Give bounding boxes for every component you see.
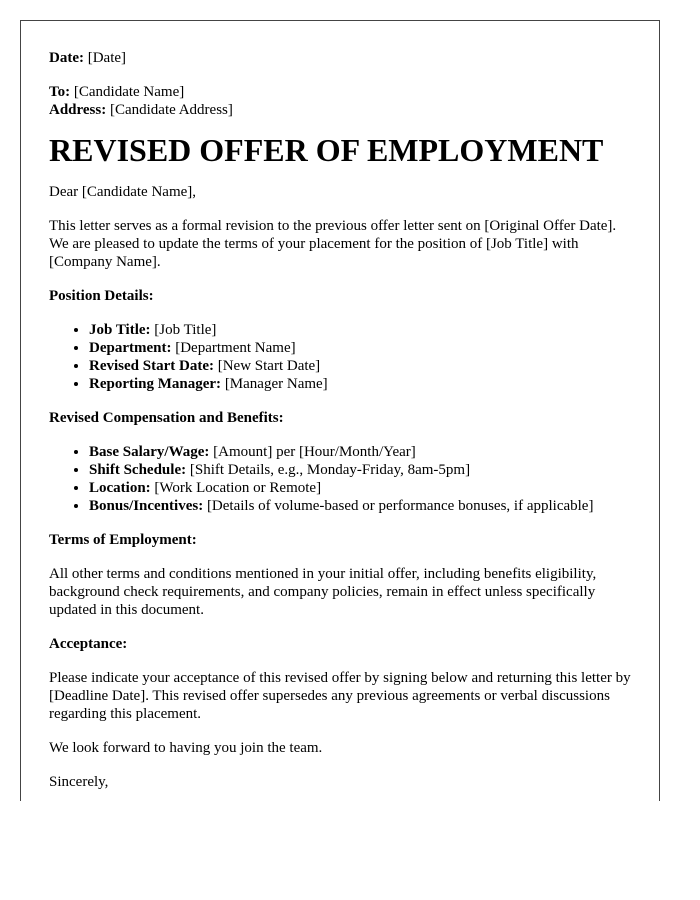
terms-paragraph: All other terms and conditions mentioned in your initial offer, including benefits eligibility, background check requirements, and company policies, remain in effect unless specifically updated in this document. bbox=[49, 566, 597, 618]
list-item bbox=[89, 321, 631, 339]
item-label: Shift Schedule: bbox=[89, 462, 187, 478]
date-value: [Date] bbox=[87, 50, 127, 66]
item-value: [Work Location or Remote] bbox=[154, 480, 322, 496]
acceptance-heading: Acceptance: bbox=[49, 636, 128, 652]
compensation-list bbox=[49, 443, 631, 515]
list-item bbox=[89, 497, 631, 515]
item-label: Base Salary/Wage: bbox=[89, 444, 210, 460]
intro-paragraph: This letter serves as a formal revision to the previous offer letter sent on [Original Offer Date]. We are pleased to update the terms of your placement for the position of [Job Title] with [Company Name]. bbox=[49, 218, 617, 270]
signoff: Sincerely, bbox=[49, 774, 109, 790]
item-label: Department: bbox=[89, 340, 172, 356]
item-value: [Details of volume-based or performance bonuses, if applicable] bbox=[206, 498, 594, 514]
compensation-heading: Revised Compensation and Benefits: bbox=[49, 410, 284, 426]
item-value: [New Start Date] bbox=[217, 358, 321, 374]
list-item bbox=[89, 443, 631, 461]
position-details-list bbox=[49, 321, 631, 393]
date-label: Date: bbox=[49, 50, 84, 66]
letter-page bbox=[20, 20, 660, 801]
list-item bbox=[89, 357, 631, 375]
address-line bbox=[49, 101, 631, 119]
list-item bbox=[89, 339, 631, 357]
to-line bbox=[49, 83, 631, 101]
letter-title: REVISED OFFER OF EMPLOYMENT bbox=[49, 132, 604, 168]
terms-heading: Terms of Employment: bbox=[49, 532, 197, 548]
item-value: [Amount] per [Hour/Month/Year] bbox=[213, 444, 416, 460]
address-label: Address: bbox=[49, 102, 107, 118]
item-label: Bonus/Incentives: bbox=[89, 498, 204, 514]
item-value: [Department Name] bbox=[175, 340, 296, 356]
item-value: [Shift Details, e.g., Monday-Friday, 8am-5pm] bbox=[189, 462, 471, 478]
list-item bbox=[89, 461, 631, 479]
to-value: [Candidate Name] bbox=[73, 84, 185, 100]
item-label: Location: bbox=[89, 480, 151, 496]
item-label: Job Title: bbox=[89, 322, 151, 338]
list-item bbox=[89, 375, 631, 393]
item-label: Revised Start Date: bbox=[89, 358, 214, 374]
address-value: [Candidate Address] bbox=[109, 102, 233, 118]
item-label: Reporting Manager: bbox=[89, 376, 222, 392]
item-value: [Job Title] bbox=[154, 322, 217, 338]
salutation: Dear [Candidate Name], bbox=[49, 184, 197, 200]
date-line bbox=[49, 49, 631, 67]
position-details-heading: Position Details: bbox=[49, 288, 154, 304]
letter-content bbox=[21, 21, 659, 791]
item-value: [Manager Name] bbox=[224, 376, 328, 392]
closing-line: We look forward to having you join the team. bbox=[49, 740, 323, 756]
list-item bbox=[89, 479, 631, 497]
to-label: To: bbox=[49, 84, 71, 100]
acceptance-paragraph: Please indicate your acceptance of this revised offer by signing below and returning this letter by [Deadline Date]. This revised offer supersedes any previous agreements or verbal discussions regarding this placement. bbox=[49, 670, 631, 722]
